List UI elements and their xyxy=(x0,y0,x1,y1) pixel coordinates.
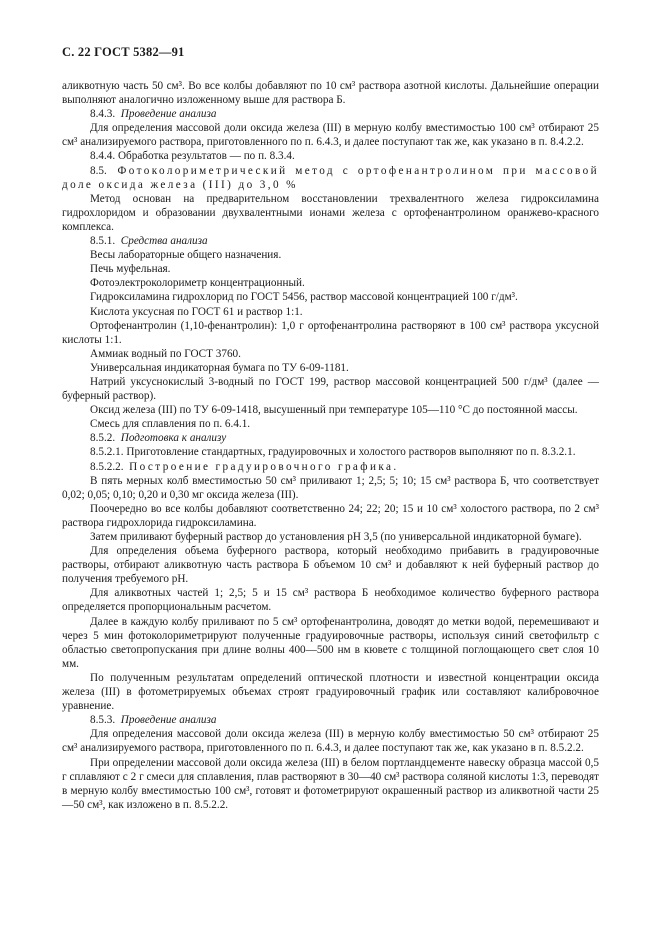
section-number: 8.5. xyxy=(90,164,107,177)
paragraph-text: Для определения объема буферного раствора, который необходимо прибавить в градуировочные растворы, отбирают аликвотную часть раствора Б объемом 10 см³ и добавляют к ней буферный раствор до получения требуемого рН. xyxy=(62,545,599,586)
paragraph xyxy=(62,474,599,502)
section-number: 8.5.2. xyxy=(90,432,116,445)
paragraph-text: аликвотную часть 50 см³. Во все колбы добавляют по 10 см³ раствора азотной кислоты. Дальнейшие операции выполняют аналогично изложенному выше для раствора Б. xyxy=(62,80,599,107)
paragraph xyxy=(62,107,599,121)
paragraph xyxy=(62,756,599,812)
paragraph xyxy=(62,544,599,586)
paragraph xyxy=(62,671,599,713)
paragraph xyxy=(62,586,599,614)
paragraph xyxy=(62,417,599,431)
paragraph-text: Далее в каждую колбу приливают по 5 см³ ортофенантролина, доводят до метки водой, перемешивают и через 5 мин фотоколориметрируют полученные градуировочные растворы, используя синий светофильтр с областью светопропускания при длине волны 400—500 нм в кювете с толщиной поглощающего свет слоя 10 мм. xyxy=(62,615,599,670)
paragraph-text: 8.5.2.1. Приготовление стандартных, градуировочных и холостого растворов выполняют по п. 8.3.2.1. xyxy=(90,446,576,459)
section-heading: Подготовка к анализу xyxy=(120,432,227,445)
paragraph xyxy=(62,713,599,727)
paragraph xyxy=(62,248,599,262)
section-heading: Проведение анализа xyxy=(120,108,217,121)
paragraph-text: Кислота уксусная по ГОСТ 61 и раствор 1:1. xyxy=(90,305,303,318)
paragraph-text: 8.4.4. Обработка результатов — по п. 8.3.4. xyxy=(90,150,295,163)
paragraph-text: Гидроксиламина гидрохлорид по ГОСТ 5456, раствор массовой концентрацией 100 г/дм³. xyxy=(90,291,518,304)
page-header: С. 22 ГОСТ 5382—91 xyxy=(62,45,185,59)
paragraph-text: При определении массовой доли оксида железа (III) в белом портландцементе навеску образца массой 0,5 г сплавляют с 2 г смеси для сплавления, плав растворяют в 30—40 см³ раствора соляной кислоты 1:3, переводят в мерную колбу вместимостью 100 см³, готовят и фотометрируют окрашенный раствор из аликвотной части 25—50 см³, как изложено в п. 8.5.2.2. xyxy=(62,756,599,811)
paragraph xyxy=(62,615,599,671)
paragraph xyxy=(62,403,599,417)
section-number: 8.5.3. xyxy=(90,714,116,727)
paragraph-text: Затем приливают буферный раствор до установления рН 3,5 (по универсальной индикаторной бумаге). xyxy=(90,531,582,543)
method-heading: Построение градуировочного графика. xyxy=(129,460,399,473)
paragraph-text: Поочередно во все колбы добавляют соответственно 24; 22; 20; 15 и 10 см³ холостого раствора, по 2 см³ раствора гидрохлорида гидроксиламина. xyxy=(62,502,599,529)
paragraph xyxy=(62,121,599,149)
paragraph-text: Для определения массовой доли оксида железа (III) в мерную колбу вместимостью 100 см³ отбирают 25 см³ анализируемого раствора, приготовленного по п. 6.4.3, и далее поступают так же, как указано в п. 8.4.2.2. xyxy=(62,122,599,149)
paragraph xyxy=(62,375,599,403)
paragraph-text: Ортофенантролин (1,10-фенантролин): 1,0 г ортофенантролина растворяют в 100 см³ раствора уксусной кислоты 1:1. xyxy=(62,319,599,346)
paragraph-text: Для аликвотных частей 1; 2,5; 5 и 15 см³ раствора Б необходимое количество буферного раствора определяется пропорциональным расчетом. xyxy=(62,587,599,614)
paragraph xyxy=(62,164,599,192)
section-number: 8.4.3. xyxy=(90,108,116,121)
section-number: 8.5.2.2. xyxy=(90,460,124,473)
paragraph xyxy=(62,149,599,163)
paragraph-text: Универсальная индикаторная бумага по ТУ 6-09-1181. xyxy=(90,361,349,374)
paragraph xyxy=(62,305,599,319)
paragraph-text: Оксид железа (III) по ТУ 6-09-1418, высушенный при температуре 105—110 °С до постоянной массы. xyxy=(90,404,578,417)
method-heading: Фотоколориметрический метод с ортофенантролином при массовой доле оксида железа (III) до 3,0 % xyxy=(62,164,599,191)
paragraph xyxy=(62,530,599,544)
paragraph xyxy=(62,290,599,304)
paragraph xyxy=(62,502,599,530)
paragraph xyxy=(62,361,599,375)
paragraph xyxy=(62,319,599,347)
paragraph-text: Для определения массовой доли оксида железа (III) в мерную колбу вместимостью 50 см³ отбирают 25 см³ анализируемого раствора, приготовленного по п. 6.4.3, и далее поступают так же, как указано в п. 8.5.2.2. xyxy=(62,728,599,755)
paragraph xyxy=(62,234,599,248)
paragraph xyxy=(62,445,599,459)
document-body xyxy=(62,79,599,812)
paragraph xyxy=(62,347,599,361)
paragraph-text: Метод основан на предварительном восстановлении трехвалентного железа гидроксиламина гидрохлоридом и образовании двухвалентными ионами железа с ортофенантролином оранжево-красного комплекса. xyxy=(62,192,599,233)
section-number: 8.5.1. xyxy=(90,235,116,248)
paragraph-text: Смесь для сплавления по п. 6.4.1. xyxy=(90,418,251,431)
paragraph-text: По полученным результатам определений оптической плотности и известной концентрации оксида железа (III) в фотометрируемых объемах строят градуировочный график или составляют калибровочное уравнение. xyxy=(62,671,599,713)
paragraph-text: Весы лабораторные общего назначения. xyxy=(90,249,282,262)
section-heading: Средства анализа xyxy=(120,235,208,248)
paragraph-text: Фотоэлектроколориметр концентрационный. xyxy=(90,277,305,290)
paragraph xyxy=(62,192,599,234)
paragraph xyxy=(62,262,599,276)
paragraph-text: Аммиак водный по ГОСТ 3760. xyxy=(90,347,241,360)
section-heading: Проведение анализа xyxy=(120,714,217,727)
paragraph-text: Натрий уксуснокислый 3-водный по ГОСТ 199, раствор массовой концентрацией 500 г/дм³ (далее — буферный раствор). xyxy=(62,375,599,403)
paragraph-text: Печь муфельная. xyxy=(90,263,171,276)
paragraph-text: В пять мерных колб вместимостью 50 см³ приливают 1; 2,5; 5; 10; 15 см³ раствора Б, что соответствует 0,02; 0,05; 0,10; 0,20 и 0,30 мг оксида железа (III). xyxy=(62,474,599,501)
paragraph xyxy=(62,431,599,445)
paragraph xyxy=(62,460,599,474)
paragraph xyxy=(62,79,599,107)
paragraph xyxy=(62,276,599,290)
paragraph xyxy=(62,727,599,755)
